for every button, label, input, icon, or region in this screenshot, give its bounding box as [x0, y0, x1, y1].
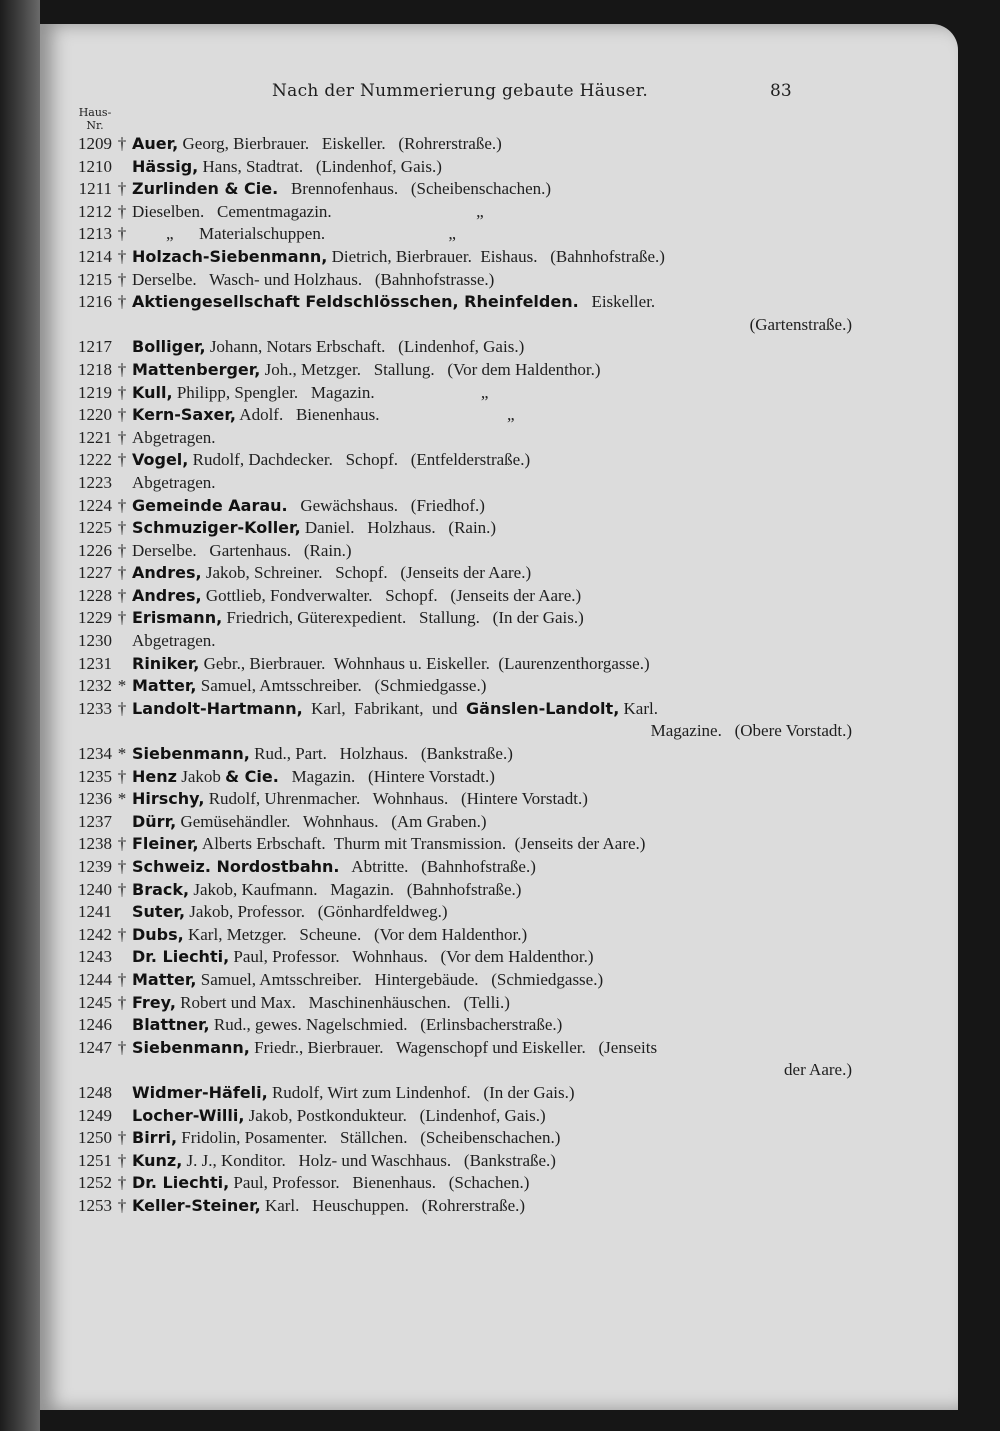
- entry-continuation-text: Magazine. (Obere Vorstadt.): [650, 721, 852, 741]
- entry-text: [132, 631, 216, 651]
- entry-text: [132, 608, 584, 628]
- running-header-title: Nach der Nummerierung gebaute Häuser.: [271, 81, 649, 101]
- house-number: 1222: [78, 450, 112, 470]
- status-mark: †: [117, 495, 127, 515]
- status-mark: †: [117, 698, 127, 718]
- entry-row: [62, 970, 852, 993]
- owner-name: Mattenberger,: [132, 359, 261, 379]
- entry-text: [132, 270, 494, 290]
- status-mark: †: [117, 834, 127, 854]
- owner-name: Holzach-Siebenmann,: [132, 246, 328, 266]
- entry-description: Derselbe. Wasch- und Holzhaus. (Bahnhofstrasse.): [132, 269, 495, 289]
- entry-text: [132, 496, 485, 516]
- owner-name: Siebenmann,: [132, 1037, 250, 1057]
- entry-description: Alberts Erbschaft. Thurm mit Transmission. (Jenseits der Aare.): [198, 834, 646, 854]
- entry-row: [62, 337, 852, 360]
- entry-row: [62, 812, 852, 835]
- status-mark: †: [117, 992, 127, 1012]
- house-number: 1230: [78, 631, 112, 651]
- owner-name: Bolliger,: [132, 337, 206, 357]
- entry-text: [132, 157, 442, 177]
- house-number: 1235: [78, 766, 112, 786]
- entry-text: [132, 925, 527, 945]
- entry-description: Fridolin, Posamenter. Ställchen. (Scheibenschachen.): [177, 1128, 561, 1148]
- entry-text: [132, 360, 600, 380]
- column-label-haus-nr: [70, 106, 120, 132]
- house-number: 1242: [78, 924, 112, 944]
- status-mark: †: [117, 766, 127, 786]
- owner-name: Kunz,: [132, 1150, 183, 1170]
- entry-row: [62, 608, 852, 631]
- entry-row: [62, 1173, 852, 1196]
- status-mark: †: [117, 450, 127, 470]
- house-number: 1215: [78, 269, 112, 289]
- house-number: 1211: [78, 179, 112, 199]
- owner-name: Blattner,: [132, 1015, 210, 1035]
- entry-row: [62, 496, 852, 519]
- status-mark: †: [117, 246, 127, 266]
- status-mark: *: [117, 789, 127, 809]
- entry-row: [62, 767, 852, 790]
- entry-text: [132, 947, 594, 967]
- owner-name: Riniker,: [132, 653, 200, 673]
- entry-row: [62, 134, 852, 157]
- entry-description: Abtritte. (Bahnhofstraße.): [339, 857, 536, 876]
- entry-description: Gebr., Bierbrauer. Wohnhaus u. Eiskeller. (Laurenzenthorgasse.): [199, 653, 650, 673]
- entry-continuation-line: [62, 1060, 852, 1083]
- entry-continuation-text: der Aare.): [784, 1060, 852, 1080]
- entry-row: [62, 518, 852, 541]
- status-mark: †: [117, 405, 127, 425]
- owner-name: Andres,: [132, 585, 202, 605]
- entry-row: [62, 1015, 852, 1038]
- entry-description: Philipp, Spengler. Magazin. „: [172, 382, 489, 402]
- entry-row: [62, 179, 852, 202]
- entry-row: [62, 473, 852, 496]
- entry-continuation-line: [62, 315, 852, 338]
- owner-name: Hässig,: [132, 156, 199, 176]
- owner-name: Landolt-Hartmann,: [132, 698, 303, 718]
- entry-row: [62, 450, 852, 473]
- house-number: 1226: [78, 540, 112, 560]
- owner-name: Brack,: [132, 879, 190, 899]
- entry-text: [132, 473, 216, 493]
- entry-row: [62, 1196, 852, 1219]
- owner-name: Auer,: [132, 134, 179, 153]
- status-mark: †: [117, 1173, 127, 1193]
- owner-name: Matter,: [132, 676, 197, 696]
- entry-row: [62, 631, 852, 654]
- house-number: 1231: [78, 653, 112, 673]
- entry-description: Jakob, Postkondukteur. (Lindenhof, Gais.): [244, 1105, 546, 1125]
- house-number: 1237: [78, 811, 112, 831]
- entry-row: [62, 541, 852, 564]
- house-number: 1251: [78, 1150, 112, 1170]
- entry-row: [62, 1038, 852, 1061]
- house-entry-list: [62, 134, 852, 1219]
- entry-text: [132, 1151, 556, 1171]
- entry-text: [132, 1173, 529, 1193]
- entry-row: [62, 1151, 852, 1174]
- owner-name: Dr. Liechti,: [132, 1173, 230, 1193]
- status-mark: †: [117, 585, 127, 605]
- entry-row: [62, 1106, 852, 1129]
- entry-row: [62, 224, 852, 247]
- status-mark: *: [117, 744, 127, 764]
- house-number: 1253: [78, 1195, 112, 1215]
- owner-name: Siebenmann,: [132, 744, 250, 764]
- status-mark: †: [117, 540, 127, 560]
- entry-text: [132, 179, 551, 199]
- entry-text: [132, 1196, 525, 1216]
- owner-name: Hirschy,: [132, 789, 205, 809]
- entry-row: [62, 1083, 852, 1106]
- status-mark: †: [117, 134, 127, 153]
- entry-text: [132, 541, 352, 561]
- house-number: 1241: [78, 902, 112, 922]
- house-number: 1224: [78, 495, 112, 515]
- house-number: 1252: [78, 1173, 112, 1193]
- page-number: 83: [770, 81, 792, 101]
- status-mark: †: [117, 292, 127, 312]
- house-number: 1218: [78, 359, 112, 379]
- entry-text: [132, 1083, 575, 1103]
- owner-name: Widmer-Häfeli,: [132, 1082, 268, 1102]
- entry-description: Jakob, Schreiner. Schopf. (Jenseits der Aare.): [201, 563, 532, 583]
- entry-text: [132, 789, 588, 809]
- entry-description: Jakob: [176, 766, 226, 786]
- entry-row: [62, 676, 852, 699]
- house-number: 1214: [78, 246, 112, 266]
- entry-description: Samuel, Amtsschreiber. Hintergebäude. (Schmiedgasse.): [196, 969, 604, 989]
- entry-description: Georg, Bierbrauer. Eiskeller. (Rohrerstraße.): [178, 134, 502, 153]
- entry-description: Eiskeller.: [578, 292, 656, 312]
- entry-text: [132, 428, 216, 448]
- house-number: 1249: [78, 1105, 112, 1125]
- house-number: 1248: [78, 1082, 112, 1102]
- entry-row: [62, 586, 852, 609]
- house-number: 1243: [78, 947, 112, 967]
- house-number: 1238: [78, 834, 112, 854]
- entry-text: [132, 450, 530, 470]
- house-number: 1225: [78, 518, 112, 538]
- owner-name: Dürr,: [132, 811, 177, 831]
- house-number: 1228: [78, 585, 112, 605]
- entry-row: [62, 563, 852, 586]
- house-number: 1234: [78, 744, 112, 764]
- entry-row: [62, 834, 852, 857]
- entry-text: [132, 902, 448, 922]
- entry-description: Dietrich, Bierbrauer. Eishaus. (Bahnhofstraße.): [327, 246, 665, 266]
- entry-description: Derselbe. Gartenhaus. (Rain.): [132, 540, 352, 560]
- owner-name: Erismann,: [132, 608, 223, 628]
- house-number: 1209: [78, 134, 112, 153]
- entry-text: [132, 834, 645, 854]
- entry-row: [62, 857, 852, 880]
- house-number: 1240: [78, 879, 112, 899]
- entry-row: [62, 360, 852, 383]
- entry-text: [132, 1106, 546, 1126]
- entry-description: Johann, Notars Erbschaft. (Lindenhof, Gais.): [205, 337, 525, 357]
- house-number: 1220: [78, 405, 112, 425]
- entry-description: Samuel, Amtsschreiber. (Schmiedgasse.): [196, 676, 487, 696]
- entry-description: Dieselben. Cementmagazin. „: [132, 201, 484, 221]
- status-mark: †: [117, 382, 127, 402]
- entry-description: Rudolf, Wirt zum Lindenhof. (In der Gais.): [267, 1082, 575, 1102]
- status-mark: †: [117, 924, 127, 944]
- entry-row: [62, 202, 852, 225]
- entry-text: [132, 563, 531, 583]
- status-mark: †: [117, 269, 127, 289]
- entry-description: Rudolf, Uhrenmacher. Wohnhaus. (Hintere Vorstadt.): [204, 789, 588, 809]
- entry-text: [132, 857, 536, 877]
- entry-row: [62, 270, 852, 293]
- owner-name: Andres,: [132, 563, 202, 583]
- status-mark: †: [117, 359, 127, 379]
- entry-description: Rud., Part. Holzhaus. (Bankstraße.): [249, 744, 513, 764]
- house-number: 1210: [78, 156, 112, 176]
- house-number: 1223: [78, 472, 112, 492]
- entry-row: [62, 247, 852, 270]
- entry-description: Adolf. Bienenhaus. „: [236, 405, 515, 425]
- entry-description: Daniel. Holzhaus. (Rain.): [300, 518, 497, 538]
- entry-description: Friedr., Bierbrauer. Wagenschopf und Eiskeller. (Jenseits: [249, 1037, 658, 1057]
- owner-name: Kull,: [132, 382, 173, 402]
- entry-description: Hans, Stadtrat. (Lindenhof, Gais.): [198, 156, 442, 176]
- status-mark: †: [117, 1128, 127, 1148]
- house-number: 1229: [78, 608, 112, 628]
- entry-row: [62, 947, 852, 970]
- house-number: 1247: [78, 1037, 112, 1057]
- house-number: 1245: [78, 992, 112, 1012]
- entry-description: Paul, Professor. Wohnhaus. (Vor dem Haldenthor.): [229, 947, 594, 967]
- entry-text: [132, 337, 524, 357]
- entry-text: [132, 292, 655, 312]
- entry-text: [132, 1128, 560, 1148]
- entry-description: „ Materialschuppen. „: [132, 224, 456, 244]
- entry-continuation-text: (Gartenstraße.): [749, 314, 852, 334]
- owner-name: Fleiner,: [132, 834, 199, 854]
- entry-text: [132, 202, 484, 222]
- status-mark: †: [117, 857, 127, 876]
- house-number: 1236: [78, 789, 112, 809]
- entry-description: Friedrich, Güterexpedient. Stallung. (In der Gais.): [222, 608, 584, 628]
- status-mark: †: [117, 518, 127, 538]
- status-mark: †: [117, 1150, 127, 1170]
- entry-text: [132, 654, 650, 674]
- entry-text: [132, 247, 665, 267]
- owner-name: Locher-Willi,: [132, 1105, 245, 1125]
- house-number: 1219: [78, 382, 112, 402]
- status-mark: †: [117, 969, 127, 989]
- entry-description: Rud., gewes. Nagelschmied. (Erlinsbacherstraße.): [209, 1015, 563, 1035]
- status-mark: †: [117, 179, 127, 199]
- status-mark: †: [117, 563, 127, 583]
- owner-name: Gänslen-Landolt,: [466, 698, 620, 718]
- column-label-line2: Nr.: [86, 119, 104, 132]
- house-number: 1212: [78, 201, 112, 221]
- entry-text: [132, 405, 515, 425]
- entry-description: Abgetragen.: [132, 631, 216, 651]
- house-number: 1227: [78, 563, 112, 583]
- column-label-line1: Haus-: [78, 106, 112, 119]
- owner-name: Aktiengesellschaft Feldschlösschen, Rheinfelden.: [132, 292, 579, 312]
- entry-description: Gottlieb, Fondverwalter. Schopf. (Jenseits der Aare.): [201, 585, 582, 605]
- owner-name: Suter,: [132, 902, 186, 922]
- entry-text: [132, 1038, 657, 1058]
- house-number: 1233: [78, 698, 112, 718]
- entry-text: [132, 134, 502, 154]
- owner-name: Gemeinde Aarau.: [132, 495, 288, 515]
- status-mark: †: [117, 201, 127, 221]
- entry-text: [132, 767, 495, 787]
- entry-text: [132, 699, 658, 719]
- status-mark: †: [117, 1037, 127, 1057]
- owner-name: Kern-Saxer,: [132, 405, 236, 425]
- owner-name: Frey,: [132, 992, 176, 1012]
- entry-row: [62, 292, 852, 315]
- entry-description: Jakob, Kaufmann. Magazin. (Bahnhofstraße.): [189, 879, 522, 899]
- owner-name: Dubs,: [132, 924, 184, 944]
- entry-text: [132, 744, 513, 764]
- status-mark: †: [117, 427, 127, 447]
- house-number: 1250: [78, 1128, 112, 1148]
- entry-row: [62, 428, 852, 451]
- entry-text: [132, 880, 521, 900]
- owner-name: Matter,: [132, 969, 197, 989]
- entry-text: [132, 993, 510, 1013]
- entry-row: [62, 993, 852, 1016]
- entry-description: J. J., Konditor. Holz- und Waschhaus. (Bankstraße.): [182, 1150, 556, 1170]
- entry-row: [62, 744, 852, 767]
- owner-name: Dr. Liechti,: [132, 947, 230, 967]
- entry-description: Rudolf, Dachdecker. Schopf. (Entfelderstraße.): [188, 450, 531, 470]
- status-mark: †: [117, 1195, 127, 1215]
- entry-description: Gemüsehändler. Wohnhaus. (Am Graben.): [176, 811, 487, 831]
- house-number: 1246: [78, 1015, 112, 1035]
- entry-continuation-line: [62, 721, 852, 744]
- entry-description: Karl, Fabrikant, und: [302, 698, 467, 718]
- entry-row: [62, 405, 852, 428]
- status-mark: †: [117, 879, 127, 899]
- entry-description: Magazin. (Hintere Vorstadt.): [278, 766, 495, 786]
- entry-description: Karl, Metzger. Scheune. (Vor dem Haldenthor.): [183, 924, 528, 944]
- book-spine-shadow: [0, 0, 40, 1431]
- house-number: 1217: [78, 337, 112, 357]
- entry-description: Joh., Metzger. Stallung. (Vor dem Haldenthor.): [260, 359, 601, 379]
- owner-name: Keller-Steiner,: [132, 1195, 261, 1215]
- owner-name: Schmuziger-Koller,: [132, 518, 301, 538]
- entry-description: Karl. Heuschuppen. (Rohrerstraße.): [260, 1195, 526, 1215]
- entry-row: [62, 789, 852, 812]
- entry-row: [62, 925, 852, 948]
- house-number: 1244: [78, 969, 112, 989]
- entry-text: [132, 676, 486, 696]
- entry-description: Abgetragen.: [132, 427, 216, 447]
- house-number: 1213: [78, 224, 112, 244]
- entry-description: Jakob, Professor. (Gönhardfeldweg.): [185, 902, 448, 922]
- status-mark: *: [117, 676, 127, 696]
- entry-description: Karl.: [619, 698, 658, 718]
- owner-name: Vogel,: [132, 450, 189, 470]
- house-number: 1232: [78, 676, 112, 696]
- entry-description: Paul, Professor. Bienenhaus. (Schachen.): [229, 1173, 530, 1193]
- entry-text: [132, 518, 496, 538]
- entry-row: [62, 699, 852, 722]
- status-mark: †: [117, 608, 127, 628]
- owner-name: Henz: [132, 766, 177, 786]
- owner-name: Birri,: [132, 1128, 178, 1148]
- entry-row: [62, 157, 852, 180]
- owner-name: Schweiz. Nordostbahn.: [132, 857, 340, 876]
- house-number: 1239: [78, 857, 112, 876]
- entry-description: Brennofenhaus. (Scheibenschachen.): [278, 179, 552, 199]
- house-number: 1221: [78, 427, 112, 447]
- entry-row: [62, 1128, 852, 1151]
- entry-row: [62, 654, 852, 677]
- entry-text: [132, 586, 581, 606]
- owner-name: Zurlinden & Cie.: [132, 179, 279, 199]
- status-mark: †: [117, 224, 127, 244]
- house-number: 1216: [78, 292, 112, 312]
- entry-text: [132, 812, 487, 832]
- entry-description: Robert und Max. Maschinenhäuschen. (Telli.): [175, 992, 510, 1012]
- entry-description: Gewächshaus. (Friedhof.): [287, 495, 485, 515]
- owner-name: & Cie.: [225, 766, 279, 786]
- entry-row: [62, 880, 852, 903]
- entry-text: [132, 970, 603, 990]
- entry-text: [132, 1015, 562, 1035]
- entry-row: [62, 902, 852, 925]
- entry-description: Abgetragen.: [132, 472, 216, 492]
- entry-row: [62, 383, 852, 406]
- entry-text: [132, 224, 456, 244]
- entry-text: [132, 383, 488, 403]
